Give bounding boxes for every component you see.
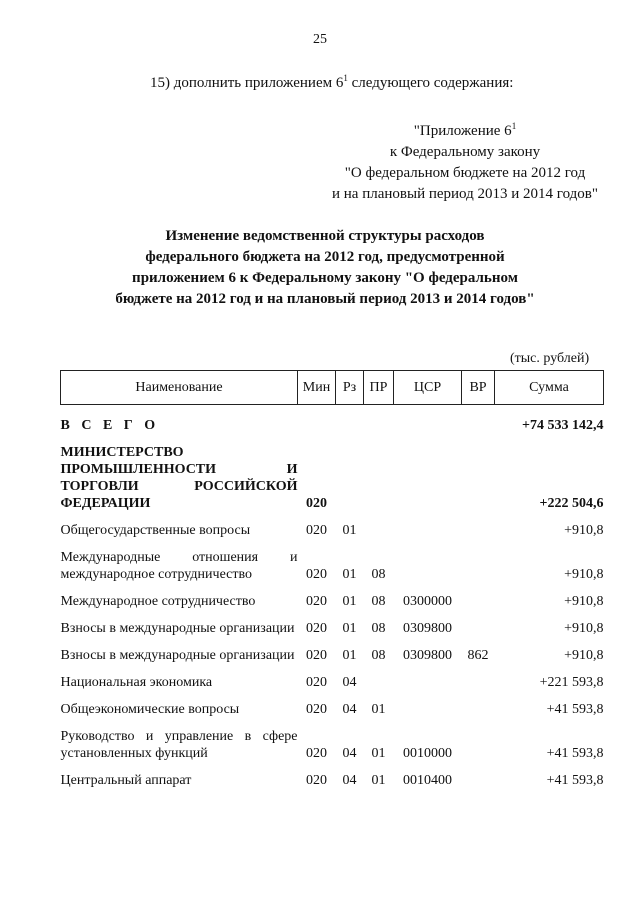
row-rz: 04 (342, 746, 357, 761)
row-sum: +910,8 (564, 567, 604, 582)
title-line-4: бюджете на 2012 год и на плановый период 2013 и 2014 годов" (115, 291, 535, 307)
row-pr (364, 512, 394, 539)
row-pr (364, 405, 394, 435)
row-rz: 04 (342, 702, 357, 717)
table-row-total (61, 405, 604, 435)
row-name: МИНИСТЕРСТВО ПРОМЫШЛЕННОСТИ И ТОРГОВЛИ РОССИЙСКОЙ ФЕДЕРАЦИИ (60, 445, 298, 511)
row-csr (394, 691, 462, 718)
row-name: Общеэкономические вопросы (60, 702, 240, 717)
row-csr: 0010400 (403, 773, 452, 788)
appendix-line-3: "О федеральном бюджете на 2012 год (344, 165, 586, 181)
row-rz: 01 (342, 567, 357, 582)
row-pr: 08 (371, 648, 386, 663)
row-min: 020 (306, 567, 327, 582)
row-sum: +910,8 (564, 523, 604, 538)
intro-paragraph (150, 75, 513, 92)
table-row (61, 539, 604, 583)
table-row (61, 762, 604, 789)
row-sum: +910,8 (564, 594, 604, 609)
row-csr (394, 512, 462, 539)
title-line-1: Изменение ведомственной структуры расходов (165, 228, 485, 244)
row-rz: 01 (342, 648, 357, 663)
row-vr (462, 691, 495, 718)
row-name: Руководство и управление в сфере установленных функций (60, 729, 298, 761)
row-sum: +41 593,8 (546, 773, 604, 788)
row-pr: 01 (371, 746, 386, 761)
row-name: Международные отношения и международное сотрудничество (60, 550, 298, 582)
row-pr: 08 (371, 594, 386, 609)
row-pr: 08 (371, 567, 386, 582)
row-vr (462, 762, 495, 789)
row-min: 020 (306, 648, 327, 663)
row-name: Центральный аппарат (60, 773, 192, 788)
row-vr (462, 512, 495, 539)
appendix-superscript: 1 (511, 121, 517, 131)
row-csr: 0309800 (403, 621, 452, 636)
row-csr (394, 664, 462, 691)
intro-superscript: 1 (343, 73, 348, 83)
appendix-line-1: "Приложение 6 (413, 123, 512, 139)
row-csr: 0010000 (403, 746, 452, 761)
row-vr (462, 539, 495, 583)
row-name: Взносы в международные организации (60, 648, 295, 663)
header-vr: ВР (462, 371, 495, 405)
row-rz: 04 (342, 675, 357, 690)
row-rz (336, 405, 364, 435)
appendix-line-2: к Федеральному закону (389, 144, 541, 160)
row-rz: 01 (342, 621, 357, 636)
row-vr (462, 434, 495, 512)
row-min: 020 (306, 523, 327, 538)
row-rz (336, 434, 364, 512)
row-csr (394, 405, 462, 435)
row-pr: 01 (371, 773, 386, 788)
row-sum: +910,8 (564, 648, 604, 663)
row-pr: 01 (371, 702, 386, 717)
header-name: Наименование (61, 371, 298, 405)
row-min: 020 (306, 773, 327, 788)
page-number: 25 (313, 32, 327, 47)
row-vr (462, 610, 495, 637)
row-min: 020 (306, 746, 327, 761)
table-row (61, 691, 604, 718)
table-row-ministry (61, 434, 604, 512)
row-min: 020 (306, 621, 327, 636)
row-sum: +41 593,8 (546, 702, 604, 717)
unit-note: (тыс. рублей) (510, 351, 590, 366)
header-rz: Рз (336, 371, 364, 405)
row-sum: +221 593,8 (539, 675, 604, 690)
row-name: Общегосударственные вопросы (60, 523, 251, 538)
title-line-2: федерального бюджета на 2012 год, предусмотренной (145, 249, 505, 265)
appendix-header (300, 121, 630, 205)
row-sum: +910,8 (564, 621, 604, 636)
row-name: Международное сотрудничество (60, 594, 256, 609)
row-pr (364, 434, 394, 512)
row-rz: 01 (342, 594, 357, 609)
table-row (61, 664, 604, 691)
row-vr (462, 664, 495, 691)
row-min: 020 (306, 594, 327, 609)
row-csr (394, 539, 462, 583)
row-sum: +74 533 142,4 (522, 418, 604, 433)
row-csr: 0300000 (403, 594, 452, 609)
header-pr: ПР (364, 371, 394, 405)
row-rz: 01 (342, 523, 357, 538)
row-name: Взносы в международные организации (60, 621, 295, 636)
row-csr: 0309800 (403, 648, 452, 663)
row-vr (462, 718, 495, 762)
row-pr: 08 (371, 621, 386, 636)
row-name: Национальная экономика (60, 675, 213, 690)
table-row (61, 512, 604, 539)
header-csr: ЦСР (394, 371, 462, 405)
row-pr (364, 664, 394, 691)
row-sum: +222 504,6 (539, 496, 604, 511)
row-sum: +41 593,8 (546, 746, 604, 761)
row-min: 020 (306, 496, 327, 511)
row-vr: 862 (467, 648, 489, 663)
row-min (298, 405, 336, 435)
table-row (61, 637, 604, 664)
intro-tail: следующего содержания: (347, 75, 514, 91)
header-min: Мин (298, 371, 336, 405)
document-title (80, 226, 570, 310)
row-vr (462, 583, 495, 610)
appendix-line-4: и на плановый период 2013 и 2014 годов" (332, 186, 598, 202)
budget-table (60, 370, 604, 789)
table-row (61, 610, 604, 637)
row-name: В С Е Г О (60, 418, 160, 433)
row-rz: 04 (342, 773, 357, 788)
header-sum: Сумма (495, 371, 604, 405)
table-row (61, 583, 604, 610)
row-csr (394, 434, 462, 512)
row-min: 020 (306, 675, 327, 690)
row-min: 020 (306, 702, 327, 717)
title-line-3: приложением 6 к Федеральному закону "О федеральном (132, 270, 518, 286)
intro-text: 15) дополнить приложением 6 (150, 75, 344, 91)
table-header-row (61, 371, 604, 405)
row-vr (462, 405, 495, 435)
table-row (61, 718, 604, 762)
